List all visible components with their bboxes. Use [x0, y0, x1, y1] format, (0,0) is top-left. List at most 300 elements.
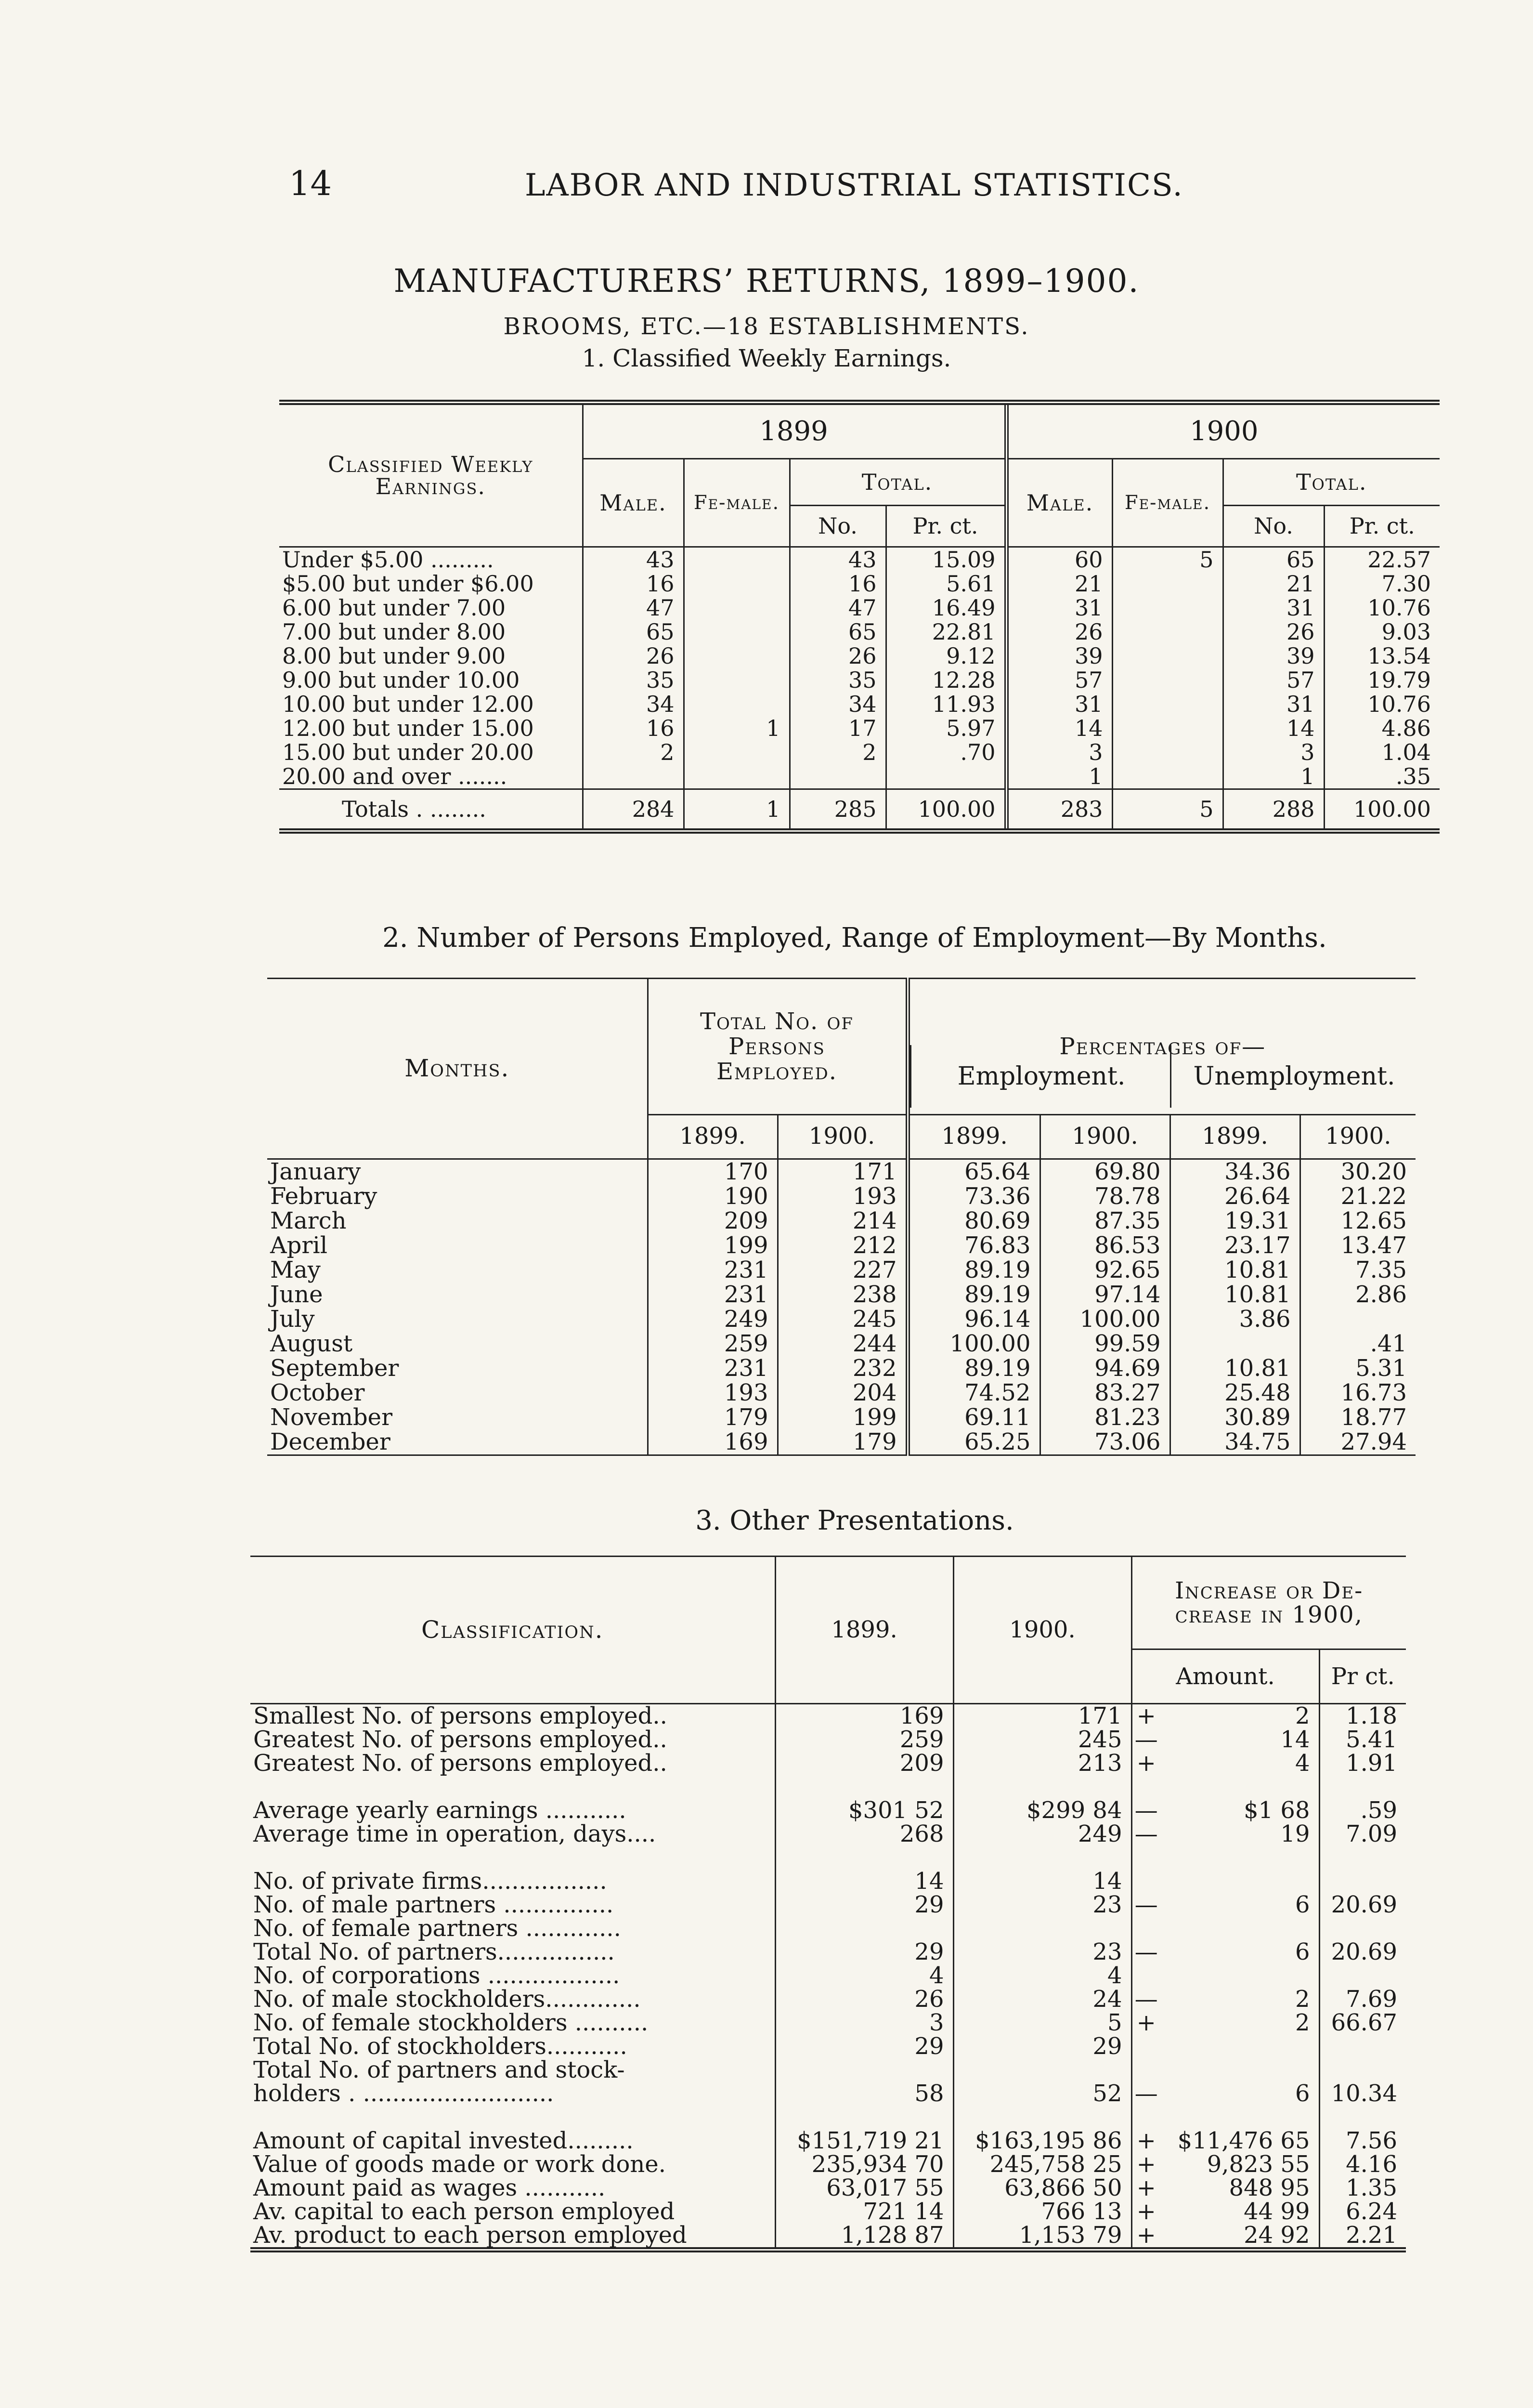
- t2-total-1900-value: 171: [778, 1159, 908, 1184]
- t1-row-label: Under $5.00 .........: [282, 547, 494, 573]
- t2-unemp-1900-value: 16.73: [1300, 1381, 1416, 1405]
- t3-prct-value: 10.34: [1319, 2082, 1406, 2106]
- t1-no-1900-value: 14: [1223, 716, 1324, 740]
- t2-emp-1900-value: 87.35: [1040, 1209, 1170, 1233]
- t2-emp-1899-value: 89.19: [908, 1258, 1040, 1283]
- t1-prct-1900-value: 9.03: [1324, 620, 1440, 644]
- t3-amount-value: [1160, 2035, 1319, 2058]
- t3-sign-value: +: [1131, 2153, 1160, 2176]
- t2-row: [267, 1332, 1416, 1356]
- t1-female-1899-value: 1: [684, 716, 790, 740]
- t3-1900-value: 766 13: [953, 2200, 1131, 2224]
- t3-1899-value: 268: [775, 1822, 953, 1846]
- t2-pct-label: Percentages of—: [908, 979, 1416, 1115]
- t3-amount-label: Amount.: [1131, 1649, 1319, 1704]
- t2-month-label: August: [270, 1330, 353, 1357]
- t1-prct-1900-value: 1.04: [1324, 740, 1440, 764]
- t1-prct-1900-value: 13.54: [1324, 644, 1440, 668]
- t2-total-1900-value: 212: [778, 1233, 908, 1258]
- t2-emp-1900-value: 92.65: [1040, 1258, 1170, 1283]
- t2-unemp-1899-value: 34.36: [1170, 1159, 1300, 1184]
- t2-unemp-1899-value: 10.81: [1170, 1356, 1300, 1381]
- t2-unemp-1899-value: 19.31: [1170, 1209, 1300, 1233]
- t1-row: [279, 668, 1440, 692]
- t1-female-1900: Fe-male.: [1112, 459, 1223, 547]
- t2-total-1900-value: 193: [778, 1184, 908, 1209]
- t3-1899-value: 1,128 87: [775, 2224, 953, 2250]
- t3-row: [250, 1893, 1406, 1917]
- t3-prct-value: 1.18: [1319, 1704, 1406, 1728]
- t1-prct-1899: Pr. ct.: [886, 505, 1006, 547]
- t3-prct-value: [1319, 1846, 1406, 1870]
- t1-female-1899-value: [684, 620, 790, 644]
- t1-female-1899-value: [684, 596, 790, 620]
- t3-amount-value: 14: [1280, 1726, 1310, 1753]
- t3-row-label: Smallest No. of persons employed..: [253, 1702, 667, 1729]
- t3-1899-value: 4: [775, 1964, 953, 1988]
- t1-no-1899-value: 26: [790, 644, 886, 668]
- t3-sign-value: [1131, 1917, 1160, 1940]
- sub-title: BROOMS, ETC.—18 ESTABLISHMENTS.: [503, 313, 1030, 340]
- t2-month-label: February: [270, 1182, 377, 1210]
- t2-row: [267, 1233, 1416, 1258]
- t3-amount-value: 2: [1295, 2009, 1310, 2036]
- t3-row: [250, 2106, 1406, 2129]
- t1-female-1900-value: 5: [1112, 547, 1223, 572]
- t1-prct-1900-value: .35: [1324, 764, 1440, 789]
- t3-sign-value: —: [1131, 1988, 1160, 2011]
- t1-female-1900-value: [1112, 668, 1223, 692]
- t3-1900-value: [953, 2058, 1131, 2082]
- t2-unemp-1899-value: 30.89: [1170, 1405, 1300, 1430]
- t2-unemp-1900-value: [1300, 1307, 1416, 1332]
- t3-row-label: Amount paid as wages ...........: [253, 2174, 606, 2201]
- t1-no-1899-value: 35: [790, 668, 886, 692]
- t3-prct-value: [1319, 1870, 1406, 1893]
- t2-unemp-1900-value: .41: [1300, 1332, 1416, 1356]
- t2-total-1900-value: 245: [778, 1307, 908, 1332]
- t2-total-1899-value: 231: [648, 1283, 778, 1307]
- t2-month-label: November: [270, 1403, 393, 1431]
- t3-amount-value: [1160, 1775, 1319, 1799]
- t3-row: [250, 1964, 1406, 1988]
- t3-amount-value: 19: [1280, 1820, 1310, 1847]
- t1-male-1900-value: 31: [1006, 692, 1112, 716]
- t2-month-label: July: [270, 1305, 315, 1333]
- t3-row-label: Average yearly earnings ...........: [253, 1797, 626, 1824]
- t1-totals-n99: 285: [790, 789, 886, 831]
- t2-emp-1899-value: 69.11: [908, 1405, 1040, 1430]
- t2-month-label: April: [270, 1231, 328, 1259]
- t3-1899-value: 29: [775, 2035, 953, 2058]
- t1-no-1899: No.: [790, 505, 886, 547]
- t1-female-1899-value: [684, 692, 790, 716]
- t3-row-label: Average time in operation, days....: [253, 1820, 656, 1847]
- t3-row-label: [250, 2106, 775, 2129]
- t1-no-1899-value: 2: [790, 740, 886, 764]
- t3-row: [250, 1917, 1406, 1940]
- t3-amount-value: 2: [1295, 1702, 1310, 1729]
- t3-incdec-label: Increase or De-crease in 1900,: [1131, 1557, 1406, 1649]
- t3-row-label: [250, 1846, 775, 1870]
- t3-amount-value: 24 92: [1244, 2222, 1310, 2249]
- t3-prct-value: [1319, 1775, 1406, 1799]
- t3-1899-value: 58: [775, 2082, 953, 2106]
- t2-emp-1900-value: 78.78: [1040, 1184, 1170, 1209]
- t3-amount-value: 848 95: [1229, 2174, 1310, 2201]
- t3-sign-value: +: [1131, 2176, 1160, 2200]
- t1-prct-1899-value: 16.49: [886, 596, 1006, 620]
- t1-no-1900-value: 39: [1223, 644, 1324, 668]
- t3-1899-value: 721 14: [775, 2200, 953, 2224]
- t1-male-1900-value: 26: [1006, 620, 1112, 644]
- t3-row: [250, 1752, 1406, 1775]
- t1-row-label: 15.00 but under 20.00: [282, 739, 534, 765]
- t3-row: [250, 2082, 1406, 2106]
- t2-row: [267, 1405, 1416, 1430]
- t1-prct-1900: Pr. ct.: [1324, 505, 1440, 547]
- t3-row-label: [250, 1775, 775, 1799]
- t3-prct-value: 1.91: [1319, 1752, 1406, 1775]
- t2-total-1899-value: 190: [648, 1184, 778, 1209]
- t2-month-label: March: [270, 1207, 347, 1234]
- t1-no-1900-value: 3: [1223, 740, 1324, 764]
- t2-unemp-1899-value: 10.81: [1170, 1258, 1300, 1283]
- t3-amount-value: 6: [1295, 1938, 1310, 1965]
- t2-emp-1900-value: 99.59: [1040, 1332, 1170, 1356]
- t3-1900-value: $299 84: [953, 1799, 1131, 1822]
- t2-unemp-1899-value: [1170, 1332, 1300, 1356]
- t2-row: [267, 1209, 1416, 1233]
- t1-no-1900-value: 31: [1223, 596, 1324, 620]
- t3-row-label: No. of private firms.................: [253, 1868, 607, 1895]
- t2-total-1899-value: 193: [648, 1381, 778, 1405]
- t2-emp-1899-value: 89.19: [908, 1283, 1040, 1307]
- t2-emp-1900-value: 97.14: [1040, 1283, 1170, 1307]
- t2-emp-1900-value: 100.00: [1040, 1307, 1170, 1332]
- t2-emp-1899-value: 80.69: [908, 1209, 1040, 1233]
- t2-unemp-1899-value: 3.86: [1170, 1307, 1300, 1332]
- t3-sign-value: —: [1131, 2082, 1160, 2106]
- t3-sign-value: [1131, 2106, 1160, 2129]
- t3-prct-value: 7.09: [1319, 1822, 1406, 1846]
- t1-total-1900: Total.: [1223, 459, 1440, 506]
- t1-prct-1900-value: 19.79: [1324, 668, 1440, 692]
- t1-female-1900-value: [1112, 644, 1223, 668]
- t3-amount-value: 4: [1295, 1750, 1310, 1777]
- t2-emp-1899-value: 100.00: [908, 1332, 1040, 1356]
- classified-earnings-table: [279, 400, 1440, 834]
- t3-amount-value: [1160, 1870, 1319, 1893]
- t3-row: [250, 1870, 1406, 1893]
- t1-no-1899-value: [790, 764, 886, 789]
- t2-total-1899-value: 209: [648, 1209, 778, 1233]
- t3-sign-value: —: [1131, 1822, 1160, 1846]
- t1-prct-1899-value: 11.93: [886, 692, 1006, 716]
- t1-prct-1899-value: 15.09: [886, 547, 1006, 572]
- t2-total-1899-value: 199: [648, 1233, 778, 1258]
- t1-female-1899-value: [684, 764, 790, 789]
- t3-prct-value: 2.21: [1319, 2224, 1406, 2250]
- t2-unemp-1900-value: 12.65: [1300, 1209, 1416, 1233]
- t3-year-1899: 1899.: [775, 1557, 953, 1704]
- t1-male-1899-value: 2: [583, 740, 684, 764]
- t3-prct-value: 4.16: [1319, 2153, 1406, 2176]
- t2-total-1899-value: 249: [648, 1307, 778, 1332]
- t2-unemp-1900-value: 2.86: [1300, 1283, 1416, 1307]
- t2-year-1900: 1900.: [778, 1115, 908, 1159]
- t1-row: [279, 572, 1440, 596]
- t1-prct-1899-value: 5.97: [886, 716, 1006, 740]
- t1-male-1899-value: 16: [583, 572, 684, 596]
- t1-male-1900-value: 3: [1006, 740, 1112, 764]
- t3-row: [250, 2224, 1406, 2250]
- t2-row: [267, 1356, 1416, 1381]
- t3-1900-value: 14: [953, 1870, 1131, 1893]
- page-number: 14: [289, 164, 332, 203]
- t1-total-1899: Total.: [790, 459, 1006, 506]
- t2-total-1900-value: 227: [778, 1258, 908, 1283]
- t3-row-label: No. of corporations ..................: [253, 1962, 620, 1989]
- t3-row-label: Total No. of partners and stock-: [253, 2056, 625, 2083]
- t1-male-1900-value: 31: [1006, 596, 1112, 620]
- t1-no-1900-value: 65: [1223, 547, 1324, 572]
- t1-prct-1900-value: 10.76: [1324, 596, 1440, 620]
- t3-prct-value: [1319, 1917, 1406, 1940]
- t1-no-1900-value: 21: [1223, 572, 1324, 596]
- t1-prct-1899-value: [886, 764, 1006, 789]
- t3-sign-value: —: [1131, 1728, 1160, 1752]
- t2-row: [267, 1184, 1416, 1209]
- t1-header: [279, 403, 1440, 547]
- t2-total-1899-value: 231: [648, 1356, 778, 1381]
- t1-no-1900: No.: [1223, 505, 1324, 547]
- t1-prct-1900-value: 10.76: [1324, 692, 1440, 716]
- t1-totals: [279, 789, 1440, 831]
- t2-total-1900-value: 199: [778, 1405, 908, 1430]
- t3-row: [250, 1704, 1406, 1728]
- t2-row: [267, 1283, 1416, 1307]
- t3-row: [250, 2129, 1406, 2153]
- t2-unemp-1899-value: 26.64: [1170, 1184, 1300, 1209]
- other-presentations-table: [250, 1556, 1406, 2257]
- t3-1899-value: 235,934 70: [775, 2153, 953, 2176]
- t2-month-label: May: [270, 1256, 321, 1283]
- t3-sign-value: +: [1131, 2129, 1160, 2153]
- t1-row: [279, 547, 1440, 572]
- t3-amount-value: $11,476 65: [1177, 2127, 1310, 2154]
- t2-unemp-1900-value: 18.77: [1300, 1405, 1416, 1430]
- t3-row-label: Total No. of stockholders...........: [253, 2033, 627, 2060]
- t3-header: [250, 1557, 1406, 1704]
- t1-male-1900: Male.: [1006, 459, 1112, 547]
- t2-total-1900-value: 204: [778, 1381, 908, 1405]
- t2-emp-1899-value: 74.52: [908, 1381, 1040, 1405]
- t3-amount-value: 6: [1295, 2080, 1310, 2107]
- t3-row: [250, 1775, 1406, 1799]
- section-2-title: 2. Number of Persons Employed, Range of Employment—By Months.: [382, 922, 1327, 954]
- t2-body: [267, 1159, 1416, 1455]
- t2-row: [267, 1258, 1416, 1283]
- t2-emp-1900-value: 73.06: [1040, 1430, 1170, 1455]
- t1-row-label: 9.00 but under 10.00: [282, 667, 520, 693]
- t3-prct-value: [1319, 2035, 1406, 2058]
- t1-prct-1900-value: 4.86: [1324, 716, 1440, 740]
- t3-1899-value: [775, 2106, 953, 2129]
- t2-total-1900-value: 179: [778, 1430, 908, 1455]
- t1-no-1900-value: 1: [1223, 764, 1324, 789]
- t3-prct-value: [1319, 2106, 1406, 2129]
- t3-1899-value: 14: [775, 1870, 953, 1893]
- t1-prct-1899-value: 12.28: [886, 668, 1006, 692]
- t1-female-1900-value: [1112, 692, 1223, 716]
- t3-sign-value: [1131, 2058, 1160, 2082]
- t2-emp-1899: 1899.: [908, 1115, 1040, 1159]
- t1-no-1899-value: 65: [790, 620, 886, 644]
- t3-1899-value: [775, 1775, 953, 1799]
- t2-unemp-1899-value: 34.75: [1170, 1430, 1300, 1455]
- t3-1900-value: 213: [953, 1752, 1131, 1775]
- t1-no-1899-value: 47: [790, 596, 886, 620]
- t1-prct-1899-value: 5.61: [886, 572, 1006, 596]
- t2-unemployment-label: Unemployment.: [1170, 1045, 1417, 1108]
- t3-row-label: holders . ..........................: [253, 2080, 554, 2107]
- t3-prct-value: 66.67: [1319, 2011, 1406, 2035]
- t3-1899-value: 169: [775, 1704, 953, 1728]
- section-1-title: 1. Classified Weekly Earnings.: [582, 344, 951, 372]
- t1-female-1899-value: [684, 547, 790, 572]
- t3-1899-value: 26: [775, 1988, 953, 2011]
- t3-1900-value: 249: [953, 1822, 1131, 1846]
- t1-female-1899-value: [684, 644, 790, 668]
- t1-male-1899-value: [583, 764, 684, 789]
- t2-total-1900-value: 238: [778, 1283, 908, 1307]
- t3-sign-value: +: [1131, 2224, 1160, 2250]
- page-header: [289, 164, 1252, 222]
- t2-unemp-1900-value: 21.22: [1300, 1184, 1416, 1209]
- t1-totals-f99: 1: [684, 789, 790, 831]
- t2-total-1900-value: 244: [778, 1332, 908, 1356]
- t1-male-1899-value: 43: [583, 547, 684, 572]
- t3-row: [250, 2011, 1406, 2035]
- t1-row-label: 6.00 but under 7.00: [282, 595, 506, 621]
- t2-emp-1899-value: 76.83: [908, 1233, 1040, 1258]
- running-title: LABOR AND INDUSTRIAL STATISTICS.: [525, 168, 1183, 203]
- t3-class-label: Classification.: [421, 1616, 604, 1644]
- t2-emp-1899-value: 65.64: [908, 1159, 1040, 1184]
- t2-unemp-1900-value: 13.47: [1300, 1233, 1416, 1258]
- t3-amount-value: 9,823 55: [1207, 2151, 1310, 2178]
- t3-1899-value: 29: [775, 1940, 953, 1964]
- t1-row-label: 12.00 but under 15.00: [282, 715, 534, 741]
- t3-1900-value: 52: [953, 2082, 1131, 2106]
- t1-male-1900-value: 57: [1006, 668, 1112, 692]
- t2-emp-1899-value: 89.19: [908, 1356, 1040, 1381]
- t1-totals-f00: 5: [1112, 789, 1223, 831]
- t1-year-1899: 1899: [583, 403, 1006, 459]
- section-3-title: 3. Other Presentations.: [695, 1505, 1014, 1536]
- t1-male-1900-value: 60: [1006, 547, 1112, 572]
- t1-totals-m00: 283: [1006, 789, 1112, 831]
- t1-female-1900-value: [1112, 764, 1223, 789]
- t1-no-1900-value: 26: [1223, 620, 1324, 644]
- t3-1899-value: 3: [775, 2011, 953, 2035]
- t3-row: [250, 1728, 1406, 1752]
- t1-row: [279, 764, 1440, 789]
- t1-female-1900-value: [1112, 740, 1223, 764]
- t1-totals-label: Totals . ........: [342, 796, 486, 822]
- t2-unemp-1899-value: 25.48: [1170, 1381, 1300, 1405]
- t1-male-1899-value: 47: [583, 596, 684, 620]
- t2-row: [267, 1381, 1416, 1405]
- t3-1900-value: 5: [953, 2011, 1131, 2035]
- t1-prct-1900-value: 7.30: [1324, 572, 1440, 596]
- t3-bottom-rule: [250, 2250, 1406, 2258]
- t2-total-1899-value: 231: [648, 1258, 778, 1283]
- t3-sign-value: +: [1131, 1704, 1160, 1728]
- t3-row: [250, 2200, 1406, 2224]
- t1-male-1900-value: 1: [1006, 764, 1112, 789]
- t3-1900-value: 63,866 50: [953, 2176, 1131, 2200]
- t3-1900-value: 1,153 79: [953, 2224, 1131, 2250]
- t3-prct-value: .59: [1319, 1799, 1406, 1822]
- t2-emp-1900-value: 81.23: [1040, 1405, 1170, 1430]
- t3-prct-value: 20.69: [1319, 1940, 1406, 1964]
- t1-male-1899-value: 35: [583, 668, 684, 692]
- t2-emp-1900-value: 86.53: [1040, 1233, 1170, 1258]
- t2-unemp-1900: 1900.: [1300, 1115, 1416, 1159]
- t1-male-1899: Male.: [583, 459, 684, 547]
- t3-prct-value: [1319, 1964, 1406, 1988]
- t3-amount-value: [1160, 1964, 1319, 1988]
- t3-1900-value: [953, 1775, 1131, 1799]
- t3-1900-value: 29: [953, 2035, 1131, 2058]
- t3-1899-value: 209: [775, 1752, 953, 1775]
- t3-amount-value: [1160, 1846, 1319, 1870]
- t2-total-label: Total No. of Persons Employed.: [648, 979, 908, 1115]
- t2-total-1899-value: 170: [648, 1159, 778, 1184]
- t3-sign-value: +: [1131, 1752, 1160, 1775]
- t3-sign-value: [1131, 1775, 1160, 1799]
- t3-1900-value: 245: [953, 1728, 1131, 1752]
- t3-sign-value: [1131, 1870, 1160, 1893]
- t2-month-label: January: [270, 1158, 361, 1185]
- t2-unemp-1900-value: 7.35: [1300, 1258, 1416, 1283]
- t3-amount-value: 2: [1295, 1986, 1310, 2013]
- t1-female-1900-value: [1112, 572, 1223, 596]
- t3-1900-value: 23: [953, 1893, 1131, 1917]
- t1-no-1899-value: 34: [790, 692, 886, 716]
- t1-no-1900-value: 31: [1223, 692, 1324, 716]
- t3-body: [250, 1704, 1406, 2250]
- t3-row-label: Amount of capital invested.........: [253, 2127, 634, 2154]
- t3-sign-value: +: [1131, 2200, 1160, 2224]
- t3-prct-value: [1319, 2058, 1406, 2082]
- t1-row-label: 7.00 but under 8.00: [282, 619, 506, 645]
- t1-female-1900-value: [1112, 620, 1223, 644]
- t3-amount-value: 44 99: [1244, 2198, 1310, 2225]
- t1-row: [279, 596, 1440, 620]
- t1-row-label: $5.00 but under $6.00: [282, 571, 534, 597]
- t1-female-1900-value: [1112, 716, 1223, 740]
- t1-totals-p00: 100.00: [1324, 789, 1440, 831]
- t3-1900-value: 24: [953, 1988, 1131, 2011]
- t3-row-label: No. of male partners ...............: [253, 1891, 614, 1918]
- t3-1900-value: 245,758 25: [953, 2153, 1131, 2176]
- t1-row-label: 20.00 and over .......: [282, 763, 507, 789]
- t2-emp-1900-value: 94.69: [1040, 1356, 1170, 1381]
- t3-sign-value: —: [1131, 1799, 1160, 1822]
